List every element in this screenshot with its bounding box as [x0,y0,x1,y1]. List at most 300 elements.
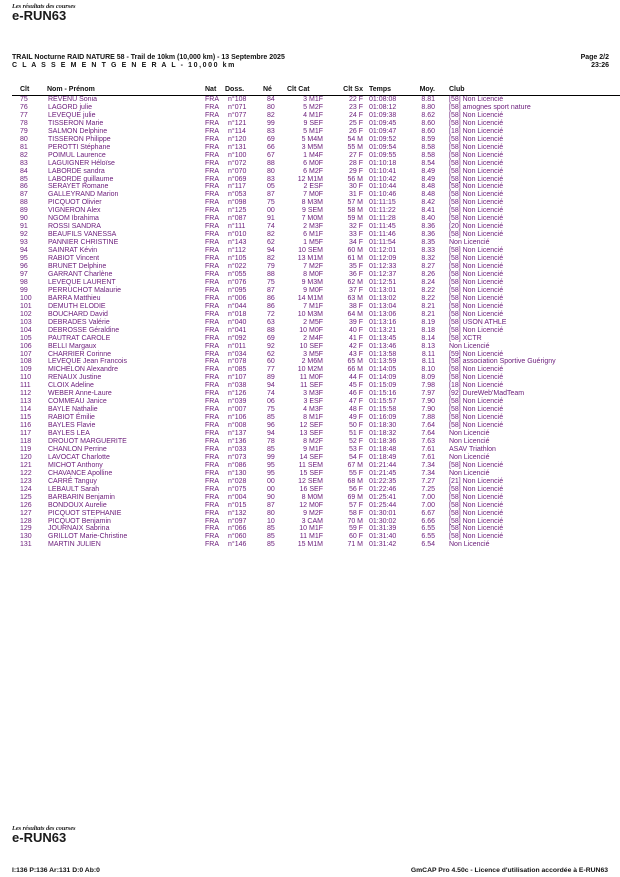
cell-dossard: n°130 [228,469,247,477]
cell-nat: FRA [205,270,219,278]
cell-time: 01:13:45 [369,334,397,342]
cell-cat-rank: 4 M3F [303,406,323,414]
cell-clt: 123 [20,477,32,485]
cell-name: JOURNAIX Sabrina [48,525,110,533]
cell-clt: 101 [20,302,32,310]
cell-cat-rank: 3 ESF [303,398,323,406]
cell-name: BONDOUX Aurelie [48,501,107,509]
cell-nat: FRA [205,294,219,302]
cell-speed: 8.35 [421,239,435,247]
cell-club: Non Licencié [449,430,490,438]
cell-club: Non Licencié [449,437,490,445]
cell-nat: FRA [205,302,219,310]
cell-time: 01:09:55 [369,151,397,159]
cell-nat: FRA [205,422,219,430]
cell-dossard: n°092 [228,334,247,342]
cell-time: 01:25:44 [369,501,397,509]
e-run63-logo-footer [12,825,82,844]
cell-birth-year: 88 [267,159,275,167]
cell-club: [58] Non Licencié [449,302,504,310]
cell-sex-rank: 58 F [348,509,363,517]
table-row [12,176,620,184]
cell-time: 01:12:01 [369,247,397,255]
cell-dossard: n°086 [228,461,247,469]
cell-time: 01:30:02 [369,517,397,525]
cell-sex-rank: 24 F [348,111,363,119]
cell-name: GARRANT Charlène [48,270,113,278]
cell-clt: 83 [20,159,28,167]
cell-club: Non Licencié [449,469,490,477]
cell-clt: 121 [20,461,32,469]
cell-club: [20] Non Licencié [449,223,504,231]
cell-speed: 8.58 [421,151,435,159]
cell-dossard: n°112 [228,247,246,255]
cell-nat: FRA [205,437,219,445]
cell-club: [58] Non Licencié [449,175,504,183]
cell-clt: 115 [20,414,32,422]
cell-dossard: n°007 [228,406,247,414]
cell-time: 01:15:16 [369,390,397,398]
cell-cat-rank: 10 M2M [297,366,323,374]
table-row [12,502,620,510]
col-doss: Doss. [225,84,263,96]
cell-dossard: n°040 [228,318,247,326]
cell-name: BARRA Matthieu [48,294,101,302]
table-row [12,518,620,526]
cell-clt: 87 [20,191,28,199]
cell-dossard: n°077 [228,111,247,119]
logo-tagline: Les résultats des courses [12,825,76,832]
cell-name: PAUTRAT CAROLE [48,334,111,342]
cell-speed: 8.10 [421,366,435,374]
cell-dossard: n°069 [228,175,247,183]
cell-birth-year: 87 [267,191,275,199]
cell-dossard: n°070 [228,167,247,175]
cell-birth-year: 86 [267,294,275,302]
cell-birth-year: 79 [267,263,275,271]
cell-clt: 130 [20,533,32,541]
col-sx: Clt Sx [329,84,365,96]
cell-dossard: n°044 [228,302,247,310]
print-time: 23:26 [591,62,609,69]
cell-time: 01:13:04 [369,302,397,310]
cell-name: DEBROSSE Géraldine [48,326,120,334]
cell-sex-rank: 56 M [347,175,363,183]
cell-clt: 119 [20,445,32,453]
cell-clt: 109 [20,366,32,374]
cell-nat: FRA [205,318,219,326]
cell-speed: 8.41 [421,207,435,215]
cell-time: 01:11:22 [369,207,396,215]
cell-dossard: n°011 [228,342,246,350]
cell-sex-rank: 59 F [348,525,363,533]
cell-name: VIGNERON Alex [48,207,101,215]
cell-speed: 8.14 [421,334,435,342]
cell-name: LEBAULT Sarah [48,485,100,493]
cell-birth-year: 95 [267,461,275,469]
cell-sex-rank: 25 F [348,119,363,127]
table-row [12,104,620,112]
cell-nat: FRA [205,191,219,199]
cell-dossard: n°004 [228,493,247,501]
cell-nat: FRA [205,398,219,406]
cell-nat: FRA [205,533,219,541]
cell-cat-rank: 13 SEF [299,430,323,438]
cell-clt: 97 [20,270,28,278]
cell-speed: 8.11 [421,350,435,358]
cell-birth-year: 63 [267,318,275,326]
table-row [12,279,620,287]
results-header-row [12,84,620,96]
cell-club: [58] Non Licencié [449,493,504,501]
cell-nat: FRA [205,207,219,215]
cell-cat-rank: 7 M0M [301,215,323,223]
cell-birth-year: 87 [267,286,275,294]
cell-nat: FRA [205,358,219,366]
cell-nat: FRA [205,278,219,286]
cell-name: DROUOT MARGUERITE [48,437,127,445]
cell-club: [58] Non Licencié [449,231,504,239]
cell-time: 01:13:59 [369,358,397,366]
cell-club: [58] Non Licencié [449,509,504,517]
cell-time: 01:10:18 [369,159,397,167]
cell-clt: 120 [20,453,32,461]
cell-club: [58] Non Licencié [449,461,504,469]
cell-dossard: n°066 [228,525,247,533]
cell-cat-rank: 8 M3M [301,199,323,207]
cell-name: LEVEQUE LAURENT [48,278,116,286]
cell-time: 01:10:41 [369,167,397,175]
table-row [12,438,620,446]
cell-birth-year: 89 [267,374,275,382]
cell-dossard: n°125 [228,207,247,215]
cell-birth-year: 96 [267,422,275,430]
cell-dossard: n°008 [228,422,247,430]
cell-time: 01:11:15 [369,199,396,207]
cell-clt: 90 [20,215,28,223]
cell-nat: FRA [205,469,219,477]
cell-sex-rank: 47 F [348,398,363,406]
cell-dossard: n°041 [228,326,247,334]
cell-speed: 7.61 [421,453,435,461]
cell-time: 01:21:44 [369,461,397,469]
cell-name: PERRUCHOT Malaurie [48,286,121,294]
cell-name: LEVEQUE Jean Francois [48,358,127,366]
cell-clt: 85 [20,175,28,183]
cell-time: 01:11:45 [369,223,396,231]
cell-dossard: n°087 [228,215,247,223]
cell-birth-year: 69 [267,334,275,342]
cell-sex-rank: 54 M [347,135,363,143]
cell-club: [58] Non Licencié [449,525,504,533]
cell-birth-year: 74 [267,223,275,231]
cell-time: 01:12:51 [369,278,397,286]
table-row [12,510,620,518]
cell-birth-year: 91 [267,215,275,223]
cell-nat: FRA [205,382,219,390]
cell-time: 01:13:21 [369,326,397,334]
cell-clt: 75 [20,96,28,103]
cell-clt: 88 [20,199,28,207]
cell-name: LAVOCAT Charlotte [48,453,110,461]
col-club: Club [435,84,620,96]
cell-sex-rank: 45 F [348,382,363,390]
cell-clt: 110 [20,374,32,382]
cell-cat-rank: 9 M0F [303,286,323,294]
cell-sex-rank: 41 F [348,334,363,342]
cell-sex-rank: 34 F [348,239,363,247]
cell-nat: FRA [205,350,219,358]
cell-time: 01:11:46 [369,231,396,239]
cell-name: POIMUL Laurence [48,151,106,159]
cell-sex-rank: 68 M [347,477,363,485]
table-row [12,366,620,374]
cell-cat-rank: 10 M3M [297,310,323,318]
table-row [12,255,620,263]
cell-club: [58] Non Licencié [449,366,504,374]
cell-club: [58] Non Licencié [449,143,504,151]
cell-sex-rank: 67 M [347,461,363,469]
cell-nat: FRA [205,501,219,509]
cell-birth-year: 78 [267,437,275,445]
cell-time: 01:21:45 [369,469,397,477]
cell-birth-year: 99 [267,453,275,461]
cell-name: CHAVANCE Apolline [48,469,113,477]
table-row [12,525,620,533]
cell-clt: 117 [20,430,32,438]
cell-club: Non Licencié [449,453,490,461]
cell-time: 01:14:09 [369,374,397,382]
cell-cat-rank: 3 M1F [303,96,323,103]
cell-name: RABIOT Vincent [48,255,100,263]
cell-cat-rank: 2 M5F [303,318,323,326]
cell-sex-rank: 35 F [348,263,363,271]
cell-club: [58] Non Licencié [449,255,504,263]
cell-birth-year: 88 [267,326,275,334]
cell-clt: 116 [20,422,32,430]
cell-speed: 8.60 [421,127,435,135]
cell-cat-rank: 14 M1M [297,294,323,302]
cell-birth-year: 83 [267,175,275,183]
cell-time: 01:31:39 [369,525,397,533]
cell-club: [58] amognes sport nature [449,103,531,111]
cell-cat-rank: 2 ESF [303,183,323,191]
cell-clt: 77 [20,111,28,119]
cell-sex-rank: 70 M [347,517,363,525]
cell-speed: 8.09 [421,374,435,382]
cell-cat-rank: 14 SEF [299,453,323,461]
cell-birth-year: 80 [267,167,275,175]
cell-club: [58] Non Licencié [449,326,504,334]
cell-cat-rank: 9 SEM [301,207,323,215]
cell-time: 01:12:33 [369,263,397,271]
cell-sex-rank: 54 F [348,453,363,461]
cell-clt: 82 [20,151,28,159]
table-row [12,470,620,478]
cell-cat-rank: 7 M1F [303,302,323,310]
cell-club: Non Licencié [449,541,490,549]
cell-dossard: n°108 [228,96,247,103]
cell-speed: 6.55 [421,525,435,533]
cell-cat-rank: 9 M2F [303,509,323,517]
cell-time: 01:18:36 [369,437,397,445]
cell-name: PICQUOT STEPHANIE [48,509,122,517]
cell-cat-rank: 10 SEF [299,342,323,350]
cell-nat: FRA [205,143,219,151]
race-title: TRAIL Nocturne RAID NATURE 58 - Trail de 10km (10,000 km) - 13 Septembre 2025 [12,54,285,61]
col-ne: Né [263,84,283,96]
table-row [12,271,620,279]
cell-dossard: n°073 [228,453,247,461]
cell-club: [58] Non Licencié [449,422,504,430]
cell-name: BAYLES LEA [48,430,90,438]
cell-cat-rank: 11 M0F [299,374,323,382]
cell-birth-year: 90 [267,493,275,501]
cell-club: Non Licencié [449,239,490,247]
table-row [12,478,620,486]
cell-club: [58] XCTR [449,334,482,342]
cell-speed: 6.66 [421,517,435,525]
cell-cat-rank: 16 SEF [299,485,323,493]
cell-sex-rank: 39 F [348,318,363,326]
table-row [12,144,620,152]
results-table [12,84,620,549]
cell-birth-year: 69 [267,135,275,143]
cell-speed: 7.90 [421,398,435,406]
cell-club: [58] Non Licencié [449,111,504,119]
cell-name: LAGORD julie [48,103,92,111]
cell-sex-rank: 30 F [348,183,363,191]
cell-cat-rank: 10 SEM [298,247,323,255]
cell-speed: 8.58 [421,143,435,151]
cell-birth-year: 95 [267,469,275,477]
cell-sex-rank: 56 F [348,485,363,493]
cell-club: [58] USON ATHLE [449,318,507,326]
cell-dossard: n°143 [228,239,247,247]
cell-nat: FRA [205,342,219,350]
table-row [12,191,620,199]
cell-birth-year: 00 [267,477,275,485]
col-clt: Clt [12,84,46,96]
cell-clt: 129 [20,525,32,533]
cell-sex-rank: 48 F [348,406,363,414]
cell-clt: 89 [20,207,28,215]
cell-club: [58] Non Licencié [449,159,504,167]
cell-speed: 8.49 [421,175,435,183]
cell-clt: 127 [20,509,32,517]
cell-speed: 8.36 [421,231,435,239]
cell-cat-rank: 7 M0F [303,191,323,199]
cell-club: [58] Non Licencié [449,406,504,414]
cell-sex-rank: 28 F [348,159,363,167]
cell-sex-rank: 58 M [347,207,363,215]
cell-club: [58] Non Licencié [449,278,504,286]
table-row [12,319,620,327]
cell-dossard: n°117 [228,183,246,191]
cell-name: BAYLES Flavie [48,422,96,430]
cell-sex-rank: 36 F [348,270,363,278]
cell-time: 01:30:01 [369,509,397,517]
cell-time: 01:11:54 [369,239,396,247]
cell-dossard: n°146 [228,541,247,549]
cell-dossard: n°055 [228,270,247,278]
cell-birth-year: 84 [267,96,275,103]
cell-clt: 95 [20,255,28,263]
cell-sex-rank: 60 F [348,533,363,541]
cell-dossard: n°060 [228,533,247,541]
cell-dossard: n°072 [228,159,247,167]
table-row [12,231,620,239]
cell-sex-rank: 44 F [348,374,363,382]
cell-nat: FRA [205,430,219,438]
cell-clt: 92 [20,231,28,239]
cell-club: [58] association Sportive Guérigny [449,358,556,366]
cell-time: 01:15:58 [369,406,397,414]
cell-nat: FRA [205,517,219,525]
cell-dossard: n°111 [228,223,246,231]
cell-dossard: n°114 [228,127,246,135]
table-row [12,430,620,438]
cell-clt: 105 [20,334,32,342]
cell-time: 01:16:09 [369,414,397,422]
cell-sex-rank: 26 F [348,127,363,135]
cell-birth-year: 82 [267,111,275,119]
cell-nat: FRA [205,159,219,167]
cell-cat-rank: 4 M1F [303,111,323,119]
cell-speed: 8.24 [421,278,435,286]
cell-time: 01:18:49 [369,453,397,461]
cell-dossard: n°010 [228,231,247,239]
cell-dossard: n°022 [228,263,247,271]
cell-dossard: n°034 [228,350,247,358]
cell-cat-rank: 8 M2F [303,437,323,445]
cell-time: 01:09:45 [369,119,397,127]
cell-birth-year: 67 [267,151,275,159]
cell-time: 01:09:54 [369,143,397,151]
cell-speed: 8.80 [421,103,435,111]
cell-clt: 100 [20,294,32,302]
table-row [12,215,620,223]
cell-time: 01:09:38 [369,111,397,119]
cell-speed: 6.54 [421,541,435,549]
cell-nat: FRA [205,525,219,533]
cell-cat-rank: 10 M1F [299,525,323,533]
cell-clt: 125 [20,493,32,501]
cell-dossard: n°015 [228,501,247,509]
cell-speed: 7.64 [421,422,435,430]
cell-nat: FRA [205,509,219,517]
cell-name: MARTIN JULIEN [48,541,101,549]
table-row [12,374,620,382]
cell-clt: 112 [20,390,32,398]
cell-sex-rank: 61 M [347,255,363,263]
cell-nat: FRA [205,96,219,103]
cell-sex-rank: 57 F [348,501,363,509]
cell-speed: 8.27 [421,263,435,271]
cell-birth-year: 66 [267,143,275,151]
table-row [12,327,620,335]
table-row [12,120,620,128]
table-row [12,112,620,120]
cell-name: COMMEAU Janice [48,398,107,406]
cell-birth-year: 85 [267,414,275,422]
cell-birth-year: 06 [267,398,275,406]
cell-dossard: n°033 [228,445,247,453]
cell-clt: 96 [20,263,28,271]
cell-clt: 94 [20,247,28,255]
cell-nat: FRA [205,453,219,461]
cell-cat-rank: 8 M0M [301,493,323,501]
